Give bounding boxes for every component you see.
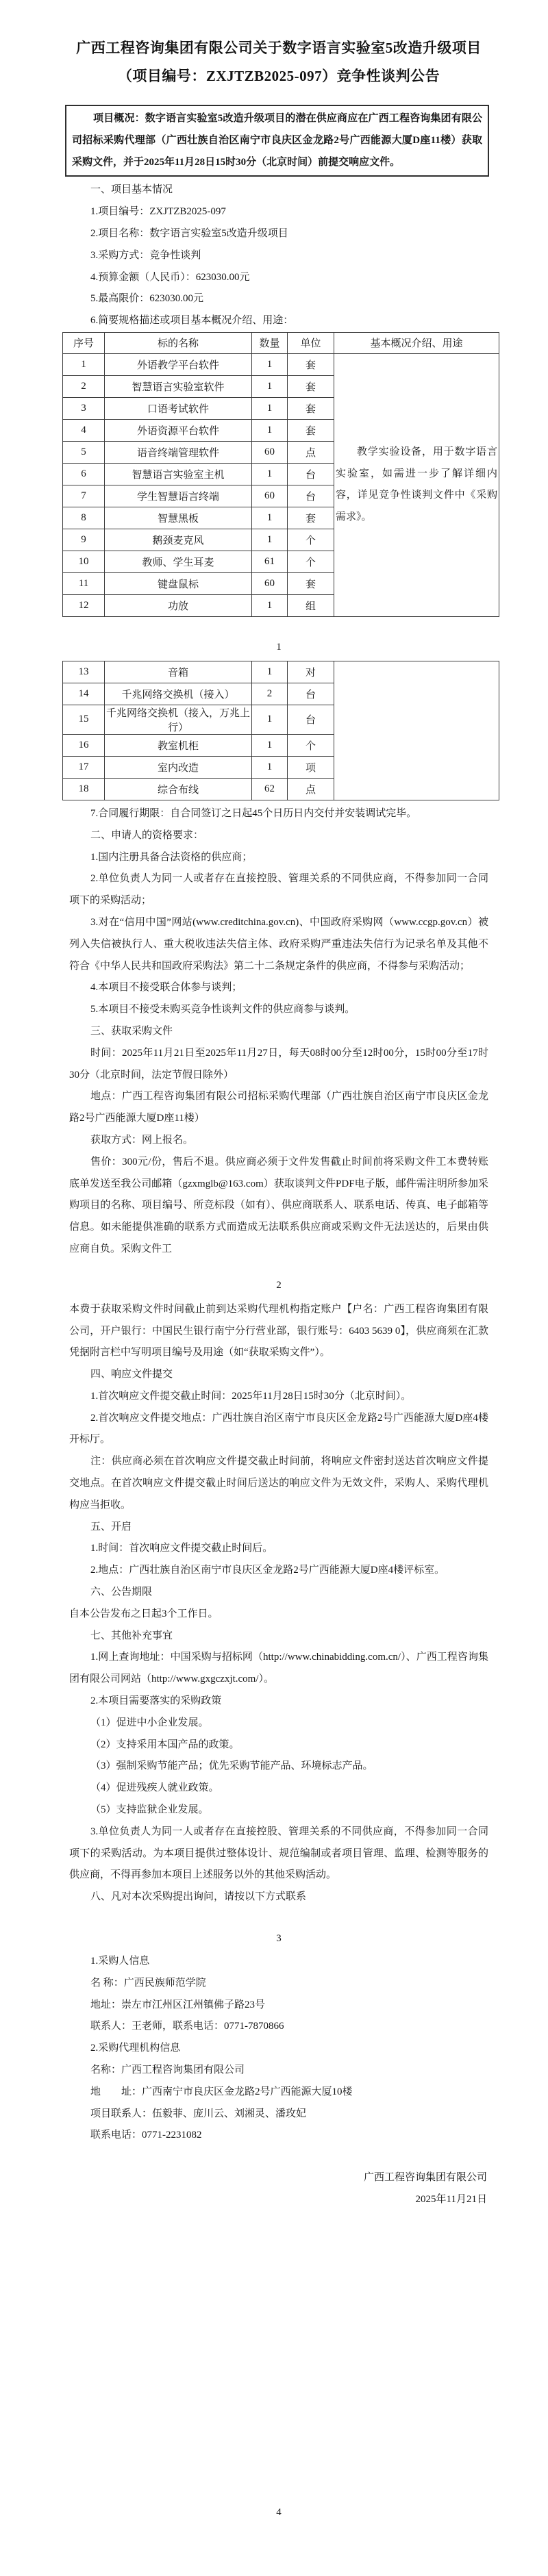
price-ceiling: 5.最高限价：623030.00元 [90,293,204,305]
items-table-page2 [62,661,499,800]
items-table-page1 [62,332,499,617]
cell-qty: 62 [252,778,288,800]
cell-unit: 台 [288,485,334,507]
cell-no: 18 [63,778,105,800]
agency-address: 地 址：广西南宁市良庆区金龙路2号广西能源大厦10楼 [90,2086,353,2097]
policy-disabled-employment: （4）促进残疾人就业政策。 [90,1782,219,1794]
qualification-item-4: 4.本项目不接受联合体参与谈判； [90,982,242,994]
table-header-row [63,332,499,353]
cell-no: 1 [63,353,105,375]
cell-name: 智慧语言实验室主机 [105,463,252,485]
cell-qty: 60 [252,572,288,594]
submission-deadline: 1.首次响应文件提交截止时间：2025年11月28日15时30分（北京时间）。 [90,1390,412,1402]
cell-unit: 套 [288,375,334,397]
cell-name: 教师、学生耳麦 [105,551,252,572]
cell-qty: 1 [252,397,288,419]
cell-name: 学生智慧语言终端 [105,485,252,507]
cell-qty: 1 [252,594,288,616]
cell-no: 7 [63,485,105,507]
cell-unit: 套 [288,507,334,529]
cell-name: 外语资源平台软件 [105,419,252,441]
cell-unit: 点 [288,441,334,463]
cell-no: 10 [63,551,105,572]
table-note-cell-empty [334,661,499,800]
contract-term: 7.合同履行期限：自合同签订之日起45个日历日内交付并安装调试完毕。 [90,807,417,819]
page-number-3: 3 [276,1933,282,1945]
cell-qty: 1 [252,419,288,441]
cell-unit: 点 [288,778,334,800]
title-line-1: 广西工程咨询集团有限公司关于数字语言实验室5改造升级项目 [76,40,482,56]
page-number-2: 2 [276,1279,282,1291]
policy-energy-saving: （3）强制采购节能产品；优先采购节能产品、环境标志产品。 [90,1760,373,1772]
cell-name: 智慧语言实验室软件 [105,375,252,397]
cell-no: 2 [63,375,105,397]
procurement-method: 3.采购方式：竞争性谈判 [90,249,201,261]
table-row [63,661,499,683]
table-row [63,353,499,375]
cell-qty: 1 [252,353,288,375]
cell-unit: 套 [288,572,334,594]
cell-name: 教室机柜 [105,734,252,756]
submission-place: 2.首次响应文件提交地点：广西壮族自治区南宁市良庆区金龙路2号广西能源大厦D座4楼开标厅。 [69,1412,488,1445]
cell-no: 15 [63,705,105,734]
buyer-name: 名 称：广西民族师范学院 [90,1977,206,1988]
cell-qty: 1 [252,529,288,551]
section-1-heading: 一、项目基本情况 [90,184,173,196]
submission-note: 注：供应商必须在首次响应文件提交截止时间前，将响应文件密封送达首次响应文件提交地点。在首次响应文件提交截止时间后送达的响应文件为无效文件，采购人、采购代理机构应当拒收。 [69,1456,488,1511]
title-line-2: （项目编号：ZXJTZB2025-097）竞争性谈判公告 [117,68,440,84]
cell-name: 键盘鼠标 [105,572,252,594]
cell-qty: 1 [252,661,288,683]
cell-name: 外语教学平台软件 [105,353,252,375]
announcement-period: 自本公告发布之日起3个工作日。 [69,1608,219,1619]
section-6-heading: 六、公告期限 [90,1587,153,1598]
cell-no: 6 [63,463,105,485]
acquisition-place: 地点：广西工程咨询集团有限公司招标采购代理部（广西壮族自治区南宁市良庆区金龙路2号广西能源大厦D座11楼） [69,1091,488,1124]
document-title [69,0,488,90]
page-number-1: 1 [276,641,282,653]
opening-time: 1.时间：首次响应文件提交截止时间后。 [90,1543,273,1554]
cell-name: 千兆网络交换机（接入，万兆上行） [105,705,252,734]
cell-no: 14 [63,683,105,705]
cell-name: 室内改造 [105,756,252,778]
agency-phone: 联系电话：0771-2231082 [90,2130,202,2141]
section-4-heading: 四、响应文件提交 [90,1369,173,1380]
project-name: 2.项目名称：数字语言实验室5改造升级项目 [90,227,288,239]
col-header-name: 标的名称 [105,332,252,353]
cell-unit: 套 [288,419,334,441]
cell-name: 千兆网络交换机（接入） [105,683,252,705]
online-query-address: 1.网上查询地址：中国采购与招标网（http://www.chinabidding.com.cn/）、广西工程咨询集团有限公司网站（http://www.gxgczxjt.com/）。 [69,1652,488,1685]
sale-price-para-part2: 本费于获取采购文件时间截止前到达采购代理机构指定账户【户名：广西工程咨询集团有限公司，开户银行：中国民生银行南宁分行营业部，银行账号：6403 5639 0】，供应商须在汇款凭据附言栏中写明项目编号及用途（如“获取采购文件”）。 [69,1303,488,1359]
agency-info-label: 2.采购代理机构信息 [90,2043,181,2054]
cell-qty: 1 [252,507,288,529]
acquisition-method: 获取方式：网上报名。 [90,1134,194,1146]
section-2-heading: 二、申请人的资格要求： [90,829,204,841]
cell-unit: 套 [288,353,334,375]
cell-no: 13 [63,661,105,683]
cell-name: 智慧黑板 [105,507,252,529]
qualification-item-5: 5.本项目不接受未购买竞争性谈判文件的供应商参与谈判。 [90,1004,356,1015]
qualification-item-2: 2.单位负责人为同一人或者存在直接控股、管理关系的不同供应商，不得参加同一合同项下的采购活动； [69,873,488,907]
col-header-qty: 数量 [252,332,288,353]
cell-unit: 套 [288,397,334,419]
cell-name: 口语考试软件 [105,397,252,419]
cell-unit: 台 [288,463,334,485]
project-overview-box [65,105,489,177]
cell-no: 4 [63,419,105,441]
budget-amount: 4.预算金额（人民币）：623030.00元 [90,271,250,283]
qualification-item-1: 1.国内注册具备合法资格的供应商； [90,851,253,863]
section-5-heading: 五、开启 [90,1521,132,1532]
cell-no: 5 [63,441,105,463]
spec-description-label: 6.简要规格描述或项目基本概况介绍、用途： [90,315,294,327]
cell-no: 8 [63,507,105,529]
project-number: 1.项目编号：ZXJTZB2025-097 [90,206,226,218]
cell-unit: 个 [288,734,334,756]
signature-date: 2025年11月21日 [415,2193,487,2205]
procurement-policy-label: 2.本项目需要落实的采购政策 [90,1695,222,1707]
agency-name: 名称：广西工程咨询集团有限公司 [90,2064,245,2075]
cell-qty: 1 [252,705,288,734]
cell-name: 综合布线 [105,778,252,800]
table-note-cell [334,353,499,616]
sale-price-para-part1: 售价：300元/份，售后不退。供应商必须于文件发售截止时间前将采购文件工本费转账底单发送至我公司邮箱（gzxmglb@163.com）获取谈判文件PDF电子版，邮件需注明所参加采购项目的名称、项目编号、所竞标段（如有）、供应商联系人、联系电话、传真、电子邮箱等信息。如未能提供准确的联系方式而造成无法联系供应商或采购文件无法送达的，后果由供应商自负。采购文件工 [69,1156,488,1254]
cell-no: 16 [63,734,105,756]
agency-contact: 项目联系人：伍毅菲、庞川云、刘湘灵、潘玫妃 [90,2108,307,2119]
cell-unit: 台 [288,683,334,705]
buyer-address: 地址：崇左市江州区江州镇佛子路23号 [90,1999,266,2010]
cell-no: 9 [63,529,105,551]
supplier-restriction: 3.单位负责人为同一人或者存在直接控股、管理关系的不同供应商，不得参加同一合同项下的采购活动。为本项目提供过整体设计、规范编制或者项目管理、监理、检测等服务的供应商，不得再参加本项目上述服务以外的其他采购活动。 [69,1826,488,1881]
acquisition-time: 时间：2025年11月21日至2025年11月27日，每天08时00分至12时00分，15时00分至17时30分（北京时间，法定节假日除外） [69,1047,488,1081]
cell-qty: 60 [252,485,288,507]
cell-unit: 组 [288,594,334,616]
qualification-item-3: 3.对在“信用中国”网站(www.creditchina.gov.cn)、中国政府采购网（www.ccgp.gov.cn）被列入失信被执行人、重大税收违法失信主体、政府采购严重违法失信行为记录名单及其他不符合《中华人民共和国政府采购法》第二十二条规定条件的供应商，不得参与采购活动； [69,916,488,972]
cell-qty: 60 [252,441,288,463]
section-7-heading: 七、其他补充事宜 [90,1630,173,1641]
cell-name: 功放 [105,594,252,616]
cell-qty: 1 [252,734,288,756]
signature-org: 广西工程咨询集团有限公司 [363,2172,487,2184]
cell-name: 音箱 [105,661,252,683]
page-number-4: 4 [276,2506,282,2518]
cell-unit: 个 [288,529,334,551]
cell-qty: 2 [252,683,288,705]
policy-domestic-products: （2）支持采用本国产品的政策。 [90,1739,240,1750]
cell-no: 11 [63,572,105,594]
buyer-info-label: 1.采购人信息 [90,1956,150,1967]
project-overview-text: 项目概况：数字语言实验室5改造升级项目的潜在供应商应在广西工程咨询集团有限公司招标采购代理部（广西壮族自治区南宁市良庆区金龙路2号广西能源大厦D座11楼）获取采购文件，并于2025年11月28日15时30分（北京时间）前提交响应文件。 [72,113,482,168]
cell-name: 鹅颈麦克风 [105,529,252,551]
section-8-heading: 八、凡对本次采购提出询问，请按以下方式联系 [90,1891,307,1903]
cell-no: 12 [63,594,105,616]
cell-qty: 61 [252,551,288,572]
policy-sme: （1）促进中小企业发展。 [90,1717,209,1728]
cell-no: 3 [63,397,105,419]
cell-unit: 个 [288,551,334,572]
cell-unit: 项 [288,756,334,778]
cell-qty: 1 [252,375,288,397]
cell-qty: 1 [252,463,288,485]
opening-place: 2.地点：广西壮族自治区南宁市良庆区金龙路2号广西能源大厦D座4楼评标室。 [90,1565,445,1576]
cell-no: 17 [63,756,105,778]
section-3-heading: 三、获取采购文件 [90,1025,173,1037]
buyer-contact: 联系人：王老师，联系电话：0771-7870866 [90,2021,284,2032]
policy-prison-enterprise: （5）支持监狱企业发展。 [90,1804,209,1816]
cell-unit: 台 [288,705,334,734]
table-note-text: 教学实验设备，用于数字语言实验室，如需进一步了解详细内容，详见竞争性谈判文件中《采购需求》。 [336,446,497,523]
cell-qty: 1 [252,756,288,778]
cell-unit: 对 [288,661,334,683]
cell-name: 语音终端管理软件 [105,441,252,463]
col-header-note: 基本概况介绍、用途 [334,332,499,353]
col-header-no: 序号 [63,332,105,353]
col-header-unit: 单位 [288,332,334,353]
